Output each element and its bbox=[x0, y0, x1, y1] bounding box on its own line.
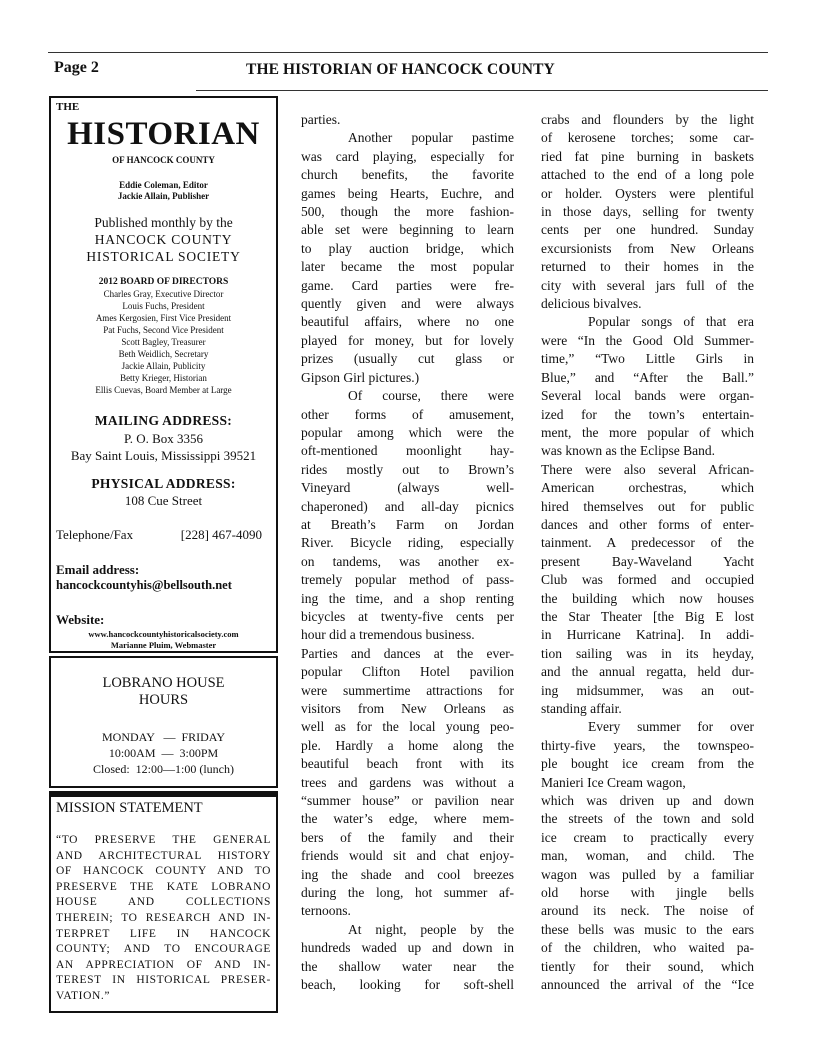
article-line: wagon was pulled by a familiar bbox=[541, 866, 754, 882]
article-line: crabs and flounders by the light bbox=[541, 112, 754, 127]
article-line: were “In the Good Old Summer- bbox=[541, 332, 754, 348]
article-line: Several local bands were organ- bbox=[541, 388, 754, 404]
mission-line: AN APPRECIATION OF AND IN- bbox=[56, 958, 271, 971]
article-line: Blue,” and “After the Ball.” bbox=[541, 369, 754, 385]
article-column-1 bbox=[301, 111, 514, 995]
article-line: the streets of the town and sold bbox=[541, 811, 754, 827]
mission-line: COUNTY; AND TO ENCOURAGE bbox=[56, 943, 271, 956]
article-line: game. Card parties were fre- bbox=[301, 277, 514, 293]
physical-address-heading: PHYSICAL ADDRESS: bbox=[91, 476, 236, 491]
hours-title-line1: LOBRANO HOUSE bbox=[102, 675, 225, 691]
email-link[interactable]: hancockcountyhis@bellsouth.net bbox=[56, 578, 232, 592]
article-line: of the children, who waited pa- bbox=[541, 940, 754, 956]
header-bottom-rule bbox=[196, 90, 768, 91]
director-entry: Jackie Allain, Publicity bbox=[121, 361, 206, 371]
article-line: Club was formed and occupied bbox=[541, 572, 754, 588]
email-label: Email address: bbox=[56, 562, 140, 577]
article-line: in Hurricane Katrina]. In addi- bbox=[541, 627, 754, 643]
article-line: able set were beginning to learn bbox=[301, 222, 514, 238]
article-line: man, woman, and child. The bbox=[541, 848, 754, 864]
masthead-box bbox=[49, 96, 278, 653]
article-line: Vineyard (always well- bbox=[301, 480, 514, 496]
masthead-publisher: Jackie Allain, Publisher bbox=[117, 191, 210, 201]
telephone-value: [228] 467-4090 bbox=[180, 527, 262, 542]
page-number: Page 2 bbox=[54, 59, 99, 76]
telephone-label: Telephone/Fax bbox=[56, 527, 134, 542]
article-line: the Star Theater [the Big E lost bbox=[541, 608, 754, 624]
article-line: later became the most popular bbox=[301, 259, 514, 275]
article-line: hired themselves out for public bbox=[541, 498, 754, 514]
article-line: Another popular pastime bbox=[348, 130, 514, 146]
mission-line: VATION.” bbox=[56, 989, 111, 1002]
director-entry: Charles Gray, Executive Director bbox=[103, 289, 224, 299]
article-line: time,” “Two Little Girls in bbox=[541, 351, 754, 367]
article-line: were summertime attractions for bbox=[301, 682, 514, 698]
article-line: in those days, selling for twenty bbox=[541, 204, 754, 220]
running-title: THE HISTORIAN OF HANCOCK COUNTY bbox=[246, 61, 555, 78]
header-top-rule bbox=[48, 52, 768, 53]
mission-line: TEREST IN HISTORICAL PRESER- bbox=[56, 974, 271, 987]
article-line: ment, the more popular of which bbox=[541, 424, 754, 440]
article-line: at Breath’s Farm on Jordan bbox=[301, 516, 514, 532]
hours-days: MONDAY — FRIDAY bbox=[101, 730, 226, 744]
article-line: Parties and dances at the ever- bbox=[301, 645, 514, 661]
article-line: ried fat pine burning in baskets bbox=[541, 148, 754, 164]
mission-text bbox=[56, 833, 271, 1005]
article-line: cents per one hundred. Sunday bbox=[541, 222, 754, 238]
hours-closed: Closed: 12:00—1:00 (lunch) bbox=[93, 762, 234, 776]
director-entry: Louis Fuchs, President bbox=[122, 301, 205, 311]
article-line: trees and gardens was without a bbox=[301, 774, 514, 790]
mission-line: THEREIN; TO RESEARCH AND IN- bbox=[56, 911, 271, 924]
article-line: present Bay-Waveland Yacht bbox=[541, 553, 754, 569]
article-line: of kerosene torches; some car- bbox=[541, 130, 754, 146]
masthead-editor: Eddie Coleman, Editor bbox=[119, 180, 208, 190]
article-line: returned to their homes in the bbox=[541, 259, 754, 275]
article-column-2 bbox=[541, 111, 754, 995]
article-line: 500, though the more fashion- bbox=[301, 204, 514, 220]
masthead-subtitle: OF HANCOCK COUNTY bbox=[112, 155, 215, 165]
mission-top-bar bbox=[51, 793, 276, 797]
article-line: beautiful beach front with its bbox=[301, 756, 514, 772]
mailing-address-heading: MAILING ADDRESS: bbox=[94, 413, 233, 428]
article-line: rides mostly out to Brown’s bbox=[301, 461, 514, 477]
article-line: Of course, there were bbox=[348, 388, 514, 404]
article-line: friends would sit and chat enjoy- bbox=[301, 848, 514, 864]
article-line: was known as the Eclipse Band. bbox=[541, 443, 715, 459]
board-heading: 2012 BOARD OF DIRECTORS bbox=[98, 277, 229, 287]
article-line: parties. bbox=[301, 112, 341, 127]
director-entry: Ames Kergosien, First Vice President bbox=[95, 313, 232, 323]
article-line: well as for the local young peo- bbox=[301, 719, 514, 735]
article-line: the shallow water near the bbox=[301, 958, 514, 974]
article-line: city with several jars full of the bbox=[541, 277, 754, 293]
published-by-text: Published monthly by the bbox=[94, 215, 233, 230]
mailing-address-line1: P. O. Box 3356 bbox=[123, 431, 204, 446]
article-line: which was driven up and down bbox=[541, 793, 754, 809]
mission-box bbox=[49, 791, 278, 1013]
mission-line: HOUSE AND COLLECTIONS bbox=[56, 896, 271, 909]
article-line: ternoons. bbox=[301, 903, 351, 919]
society-name-line1: HANCOCK COUNTY bbox=[94, 232, 233, 247]
article-line: excursionists from New Orleans bbox=[541, 240, 754, 256]
article-line: on tandems, was another ex- bbox=[301, 553, 514, 569]
article-line: hundreds waded up and down in bbox=[301, 940, 514, 956]
mission-line: OF HANCOCK COUNTY AND TO bbox=[56, 865, 271, 878]
article-line: and the annual regatta, held dur- bbox=[541, 664, 754, 680]
article-line: the water’s edge, where mem- bbox=[301, 811, 514, 827]
article-line: around its neck. The noise of bbox=[541, 903, 754, 919]
article-line: oft-mentioned moonlight hay- bbox=[301, 443, 514, 459]
hours-box bbox=[49, 656, 278, 788]
director-entry: Beth Weidlich, Secretary bbox=[118, 349, 209, 359]
article-line: visitors from New Orleans as bbox=[301, 701, 514, 716]
article-line: There were also several African- bbox=[541, 461, 754, 477]
article-line: chaperoned) and all-day picnics bbox=[301, 498, 514, 514]
article-line: delicious bivalves. bbox=[541, 296, 642, 312]
article-line: the building which now houses bbox=[541, 590, 754, 606]
article-line: tremely popular method of pass- bbox=[301, 572, 514, 588]
director-entry: Betty Krieger, Historian bbox=[120, 373, 207, 383]
article-line: “summer house” or pavilion near bbox=[301, 793, 514, 809]
article-line: ing the shade and cool breezes bbox=[301, 866, 514, 882]
mission-line: PRESERVE THE KATE LOBRANO bbox=[56, 880, 271, 893]
article-line: games being Hearts, Euchre, and bbox=[301, 185, 514, 201]
article-line: thirty-five years, the townspeo- bbox=[541, 737, 754, 753]
article-line: popular among which were the bbox=[301, 424, 514, 440]
mission-line: “TO PRESERVE THE GENERAL bbox=[56, 834, 271, 846]
article-line: standing affair. bbox=[541, 701, 622, 716]
article-line: ing the time, and a shop renting bbox=[301, 590, 514, 606]
article-line: played for money, but for lovely bbox=[301, 332, 514, 348]
society-name-line2: HISTORICAL SOCIETY bbox=[86, 249, 241, 264]
article-line: or holder. Oysters were plentiful bbox=[541, 185, 754, 201]
article-line: attached to the end of a long pole bbox=[541, 167, 754, 183]
article-line: announced the arrival of the “Ice bbox=[541, 977, 754, 993]
article-line: ized for the town’s entertain- bbox=[541, 406, 754, 422]
article-line: Every summer for over bbox=[588, 719, 754, 735]
article-line: old horse with jingle bells bbox=[541, 885, 754, 901]
article-line: River. Bicycle riding, especially bbox=[301, 535, 514, 551]
article-line: these bells was music to the ears bbox=[541, 921, 754, 937]
hours-title-line2: HOURS bbox=[138, 692, 189, 708]
article-line: Popular songs of that era bbox=[588, 314, 754, 330]
article-line: American orchestras, which bbox=[541, 480, 754, 496]
article-line: At night, people by the bbox=[348, 921, 514, 937]
mission-line: AND ARCHITECTURAL HISTORY bbox=[56, 849, 271, 862]
article-line: ing midsummer, was an out- bbox=[541, 682, 754, 698]
article-line: to play auction bridge, which bbox=[301, 240, 514, 256]
article-line: ple bought ice cream from the bbox=[541, 756, 754, 772]
mission-heading: MISSION STATEMENT bbox=[56, 800, 203, 816]
article-line: Manieri Ice Cream wagon, bbox=[541, 774, 686, 790]
article-line: Gipson Girl pictures.) bbox=[301, 369, 420, 385]
article-line: during the long, hot summer af- bbox=[301, 885, 514, 901]
article-line: popular Clifton Hotel pavilion bbox=[301, 664, 514, 680]
masthead-the: THE bbox=[56, 101, 80, 113]
article-line: bers of the family and their bbox=[301, 829, 514, 845]
article-line: prizes (usually cut glass or bbox=[301, 351, 514, 367]
article-line: ice cream to practically every bbox=[541, 829, 754, 845]
article-line: church benefits, the favorite bbox=[301, 167, 514, 183]
article-line: quently given and were always bbox=[301, 296, 514, 312]
director-entry: Scott Bagley, Treasurer bbox=[121, 337, 206, 347]
article-line: bicycles at twenty-five cents per bbox=[301, 608, 514, 624]
director-entry: Pat Fuchs, Second Vice President bbox=[103, 325, 224, 335]
article-line: dances and other forms of enter- bbox=[541, 516, 754, 532]
webmaster-credit: Marianne Pluim, Webmaster bbox=[110, 640, 217, 650]
website-link[interactable]: www.hancockcountyhistoricalsociety.com bbox=[88, 629, 239, 639]
article-line: was card playing, especially for bbox=[301, 148, 514, 164]
article-line: ple. Hardly a home along the bbox=[301, 737, 514, 753]
mailing-address-line2: Bay Saint Louis, Mississippi 39521 bbox=[70, 448, 257, 463]
article-line: tiently for their sound, which bbox=[541, 958, 754, 974]
website-label: Website: bbox=[56, 612, 105, 627]
article-line: hour did a tremendous business. bbox=[301, 627, 475, 643]
article-line: beach, looking for soft-shell bbox=[301, 977, 514, 993]
masthead-title: HISTORIAN bbox=[67, 116, 260, 152]
mission-line: TERPRET LIFE IN HANCOCK bbox=[56, 927, 271, 940]
article-line: tion sailing was in its heyday, bbox=[541, 645, 754, 661]
physical-address-line1: 108 Cue Street bbox=[124, 493, 203, 508]
article-line: other forms of amusement, bbox=[301, 406, 514, 422]
hours-time: 10:00AM — 3:00PM bbox=[108, 746, 219, 760]
article-line: tainment. A predecessor of the bbox=[541, 535, 754, 551]
director-entry: Ellis Cuevas, Board Member at Large bbox=[95, 385, 232, 395]
article-line: beautiful affairs, where no one bbox=[301, 314, 514, 330]
